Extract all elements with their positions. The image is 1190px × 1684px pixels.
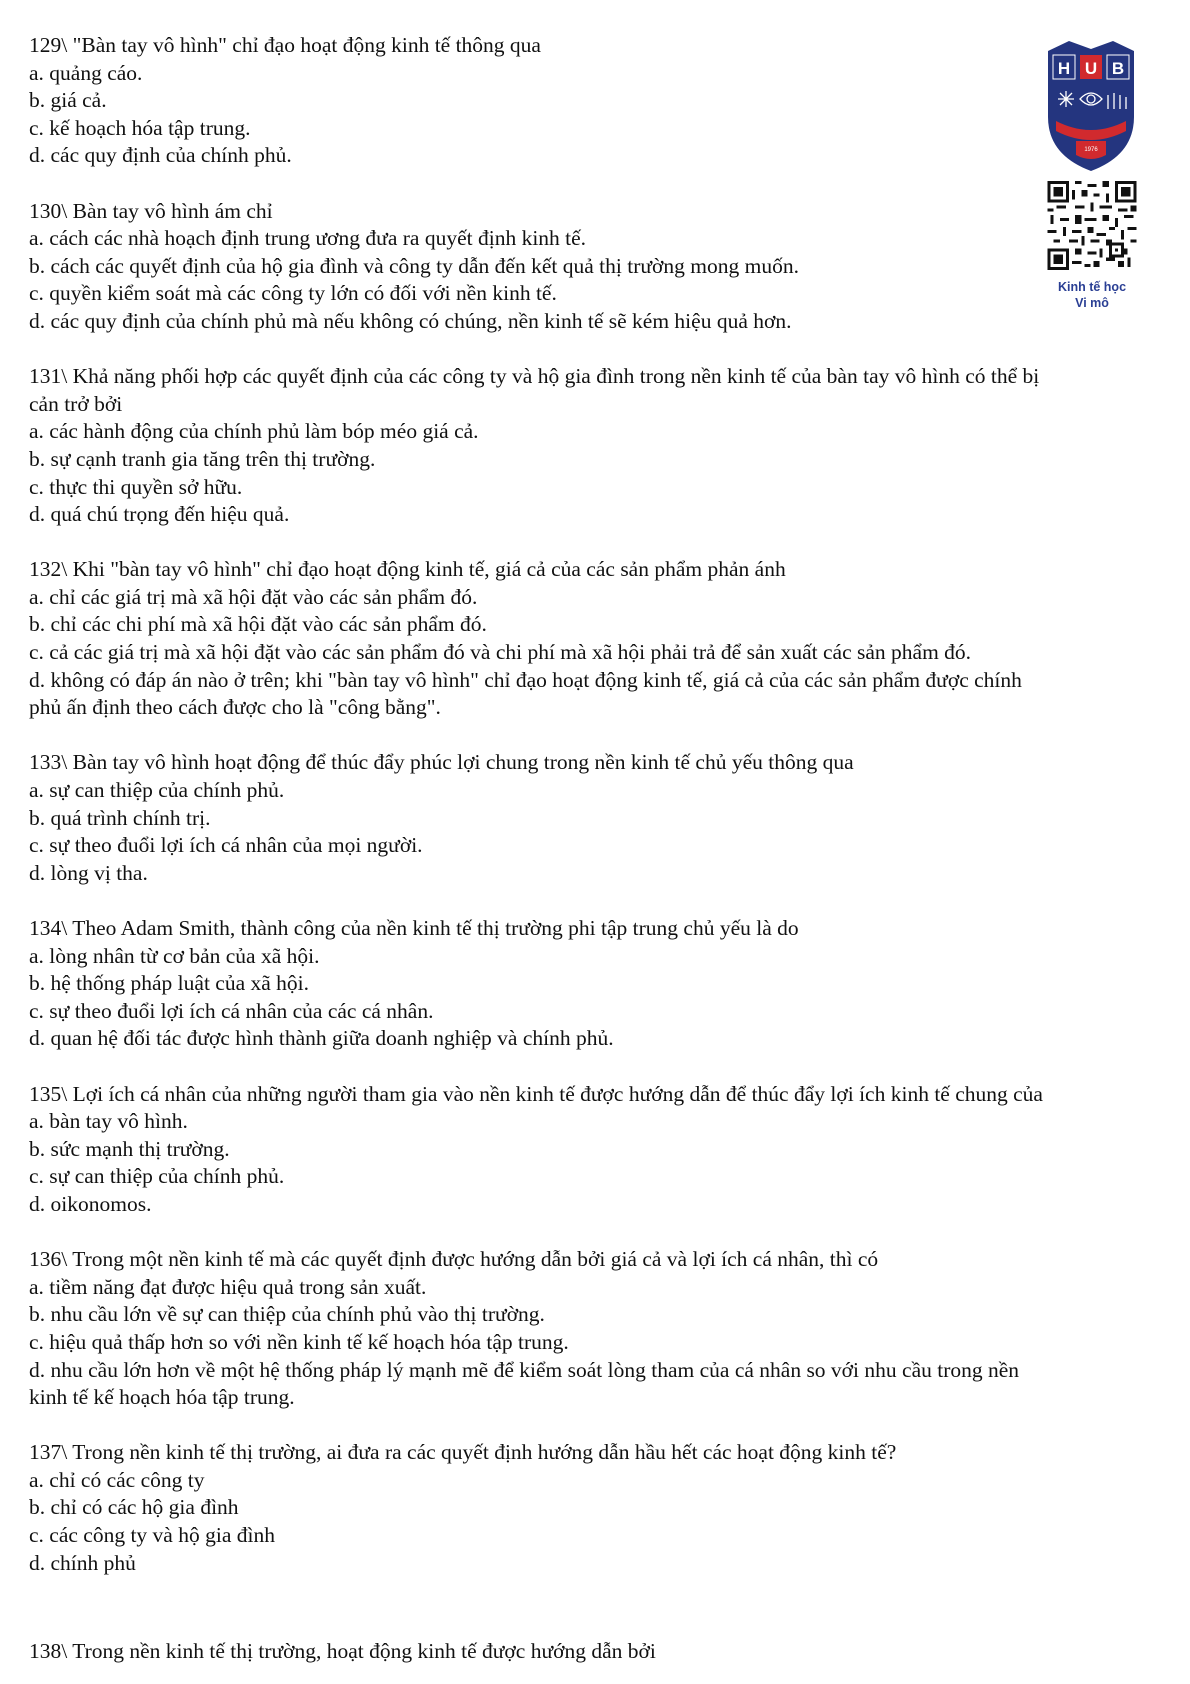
option-d: d. oikonomos. <box>29 1191 152 1216</box>
option-b: b. cách các quyết định của hộ gia đình và công ty dẫn đến kết quả thị trường mong muốn. <box>29 253 799 278</box>
option-d: d. các quy định của chính phủ. <box>29 143 292 168</box>
question-stem: 137\ Trong nền kinh tế thị trường, ai đưa ra các quyết định hướng dẫn hầu hết các hoạt động kinh tế? <box>29 1440 897 1465</box>
question-135 <box>29 1081 1169 1219</box>
question-136 <box>29 1246 1169 1412</box>
logo-letter-b: B <box>1111 59 1125 78</box>
question-stem: 134\ Theo Adam Smith, thành công của nền kinh tế thị trường phi tập trung chủ yếu là do <box>29 916 799 940</box>
question-stem: 133\ Bàn tay vô hình hoạt động để thúc đẩy phúc lợi chung trong nền kinh tế chủ yếu thông qua <box>29 750 854 775</box>
question-130 <box>29 198 1169 336</box>
qr-caption-line-1: Kinh tế học <box>1057 280 1127 294</box>
option-d: d. nhu cầu lớn hơn về một hệ thống pháp lý mạnh mẽ để kiểm soát lòng tham của cá nhân so với nhu cầu trong nền <box>29 1357 1020 1382</box>
option-b: b. chỉ các chi phí mà xã hội đặt vào các sản phẩm đó. <box>29 612 487 637</box>
option-a: a. chỉ các giá trị mà xã hội đặt vào các sản phẩm đó. <box>29 584 478 609</box>
option-a: a. sự can thiệp của chính phủ. <box>29 778 285 803</box>
qr-caption <box>1030 279 1154 311</box>
option-d-continued: phủ ấn định theo cách được cho là "công bằng". <box>29 695 441 720</box>
question-138-stem: 138\ Trong nền kinh tế thị trường, hoạt động kinh tế được hướng dẫn bởi <box>29 1639 656 1663</box>
option-a: a. tiềm năng đạt được hiệu quả trong sản xuất. <box>29 1274 427 1299</box>
question-stem-continued: cản trở bởi <box>29 391 123 416</box>
option-c: c. thực thi quyền sở hữu. <box>29 474 243 499</box>
question-132 <box>29 556 1169 722</box>
option-d: d. quan hệ đối tác được hình thành giữa doanh nghiệp và chính phủ. <box>29 1026 614 1051</box>
hub-logo-icon <box>1046 37 1136 173</box>
option-a: a. cách các nhà hoạch định trung ương đưa ra quyết định kinh tế. <box>29 226 587 251</box>
option-d: d. chính phủ <box>29 1550 136 1575</box>
option-b: b. hệ thống pháp luật của xã hội. <box>29 971 310 996</box>
option-a: a. các hành động của chính phủ làm bóp méo giá cả. <box>29 419 479 444</box>
question-131 <box>29 363 1169 529</box>
logo-letter-h: H <box>1057 59 1071 78</box>
logo-letter-u: U <box>1084 59 1098 78</box>
option-c: c. kế hoạch hóa tập trung. <box>29 115 251 140</box>
question-133 <box>29 749 1169 887</box>
option-b: b. sức mạnh thị trường. <box>29 1136 230 1161</box>
question-stem: 130\ Bàn tay vô hình ám chỉ <box>29 198 273 223</box>
question-134 <box>29 915 1169 1053</box>
option-c: c. sự theo đuổi lợi ích cá nhân của mọi người. <box>29 833 423 858</box>
option-c: c. sự can thiệp của chính phủ. <box>29 1164 285 1189</box>
question-list <box>29 32 1169 1605</box>
option-c: c. các công ty và hộ gia đình <box>29 1523 275 1548</box>
option-c: c. quyền kiểm soát mà các công ty lớn có đối với nền kinh tế. <box>29 281 557 306</box>
option-b: b. giá cả. <box>29 88 107 113</box>
question-stem: 129\ "Bàn tay vô hình" chỉ đạo hoạt động kinh tế thông qua <box>29 33 541 57</box>
question-stem: 136\ Trong một nền kinh tế mà các quyết định được hướng dẫn bởi giá cả và lợi ích cá nhân, thì có <box>29 1247 879 1272</box>
option-b: b. sự cạnh tranh gia tăng trên thị trường. <box>29 446 376 471</box>
option-c: c. sự theo đuổi lợi ích cá nhân của các cá nhân. <box>29 998 434 1023</box>
question-stem: 132\ Khi "bàn tay vô hình" chỉ đạo hoạt động kinh tế, giá cả của các sản phẩm phản ánh <box>29 557 786 582</box>
option-a: a. quảng cáo. <box>29 60 143 85</box>
question-129 <box>29 32 1169 170</box>
logo-year: 1976 <box>1084 147 1098 153</box>
option-a: a. chỉ có các công ty <box>29 1467 205 1492</box>
option-d: d. lòng vị tha. <box>29 860 148 885</box>
qr-caption-line-2: Vi mô <box>1075 296 1109 310</box>
option-b: b. chỉ có các hộ gia đình <box>29 1495 239 1520</box>
option-c: c. cả các giá trị mà xã hội đặt vào các sản phẩm đó và chi phí mà xã hội phải trả để sản xuất các sản phẩm đó. <box>29 640 972 665</box>
option-a: a. bàn tay vô hình. <box>29 1109 188 1134</box>
option-d: d. các quy định của chính phủ mà nếu không có chúng, nền kinh tế sẽ kém hiệu quả hơn. <box>29 308 792 333</box>
option-a: a. lòng nhân từ cơ bản của xã hội. <box>29 943 320 968</box>
question-stem: 131\ Khả năng phối hợp các quyết định của các công ty và hộ gia đình trong nền kinh tế của bàn tay vô hình có thể bị <box>29 364 1040 389</box>
question-137 <box>29 1439 1169 1577</box>
question-stem: 135\ Lợi ích cá nhân của những người tham gia vào nền kinh tế được hướng dẫn để thúc đẩy lợi ích kinh tế chung của <box>29 1081 1043 1106</box>
option-c: c. hiệu quả thấp hơn so với nền kinh tế kế hoạch hóa tập trung. <box>29 1329 569 1354</box>
option-b: b. nhu cầu lớn về sự can thiệp của chính phủ vào thị trường. <box>29 1302 545 1327</box>
option-d: d. không có đáp án nào ở trên; khi "bàn tay vô hình" chỉ đạo hoạt động kinh tế, giá cả của các sản phẩm được chính <box>29 667 1022 692</box>
option-b: b. quá trình chính trị. <box>29 805 211 830</box>
option-d-continued: kinh tế kế hoạch hóa tập trung. <box>29 1385 295 1410</box>
option-d: d. quá chú trọng đến hiệu quả. <box>29 502 290 527</box>
qr-code-icon <box>1047 181 1137 270</box>
